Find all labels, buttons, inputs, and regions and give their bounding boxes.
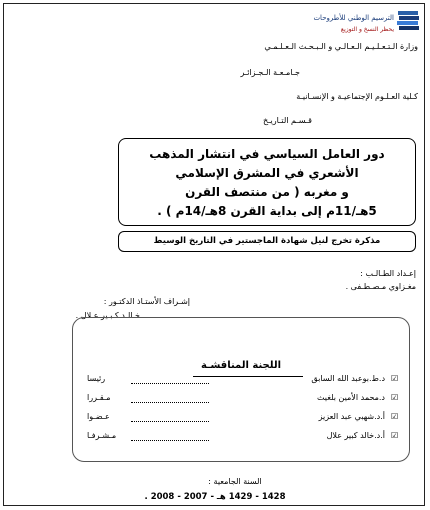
ministry-line: وزارة الـتـعـلـيـم الـعـالـي و الـبـحـث الـعـلـمـي: [264, 42, 418, 51]
faculty-line: كـلية العـلـوم الإجتماعيـة و الإنسـانيـة: [296, 92, 418, 101]
member-name: أ.د.شهبي عبد العزيز: [318, 412, 385, 421]
committee-member: [79, 431, 399, 445]
member-role: رئيسا: [87, 374, 106, 383]
academic-years: 1428 - 1429 هـ - 2007 - 2008 .: [144, 492, 286, 502]
member-name: د.ط.بوعبد الله السابق: [311, 374, 385, 383]
dotted-leader: [131, 402, 209, 403]
logo-line1: الترسيم الوطني للأطروحات: [313, 14, 394, 22]
university-line: جـامـعـة الـجـزائـر: [240, 68, 300, 77]
logo-line2: يحظر النسخ و التوزيع: [340, 26, 394, 33]
committee-box: [72, 317, 410, 462]
academic-year-label: السنة الجامعية :: [208, 477, 262, 486]
member-role: عـضـوا: [87, 412, 110, 421]
dotted-leader: [131, 383, 209, 384]
supervisor-name: خـالـد كـبـير عـلال .: [75, 311, 140, 320]
title-line-4: 5هـ/11م إلى بداية القرن 8هـ/14م ) .: [157, 204, 377, 218]
member-name: د.محمد الأمين بلغيث: [316, 393, 385, 402]
checkbox-icon: ☑: [391, 393, 399, 402]
committee-member: [79, 412, 399, 426]
title-line-2: الأشعري في المشرق الإسلامي: [175, 166, 359, 180]
supervisor-label: إشـراف الأستـاذ الدكتـور :: [103, 297, 190, 306]
committee-member: [79, 393, 399, 407]
thesis-subtitle: مذكرة تخرج لنيل شهادة الماجستير في التاريخ الوسيط: [118, 231, 416, 252]
member-role: مـقـررا: [87, 393, 111, 402]
title-line-3: و مغربه ( من منتصف القرن: [185, 185, 349, 199]
member-name: أ.د.خالد كبير علال: [326, 431, 385, 440]
committee-title: اللجنة المناقشـة: [200, 360, 282, 371]
department-line: قـسـم التـاريـخ: [263, 116, 312, 125]
student-label: إعـداد الطـالـب :: [360, 269, 416, 278]
title-line-1: دور العامل السياسي في انتشار المذهب: [149, 147, 385, 161]
checkbox-icon: ☑: [391, 374, 399, 383]
thesis-title-box: [118, 138, 416, 226]
dotted-leader: [131, 421, 209, 422]
committee-member: [79, 374, 399, 388]
checkbox-icon: ☑: [391, 431, 399, 440]
dotted-leader: [131, 440, 209, 441]
stacked-books-icon: [396, 8, 422, 32]
publisher-logo: [302, 6, 422, 42]
checkbox-icon: ☑: [391, 412, 399, 421]
student-name: مغـزاوي مـصـطـفى .: [345, 282, 416, 291]
member-role: مـشـرفـا: [87, 431, 117, 440]
